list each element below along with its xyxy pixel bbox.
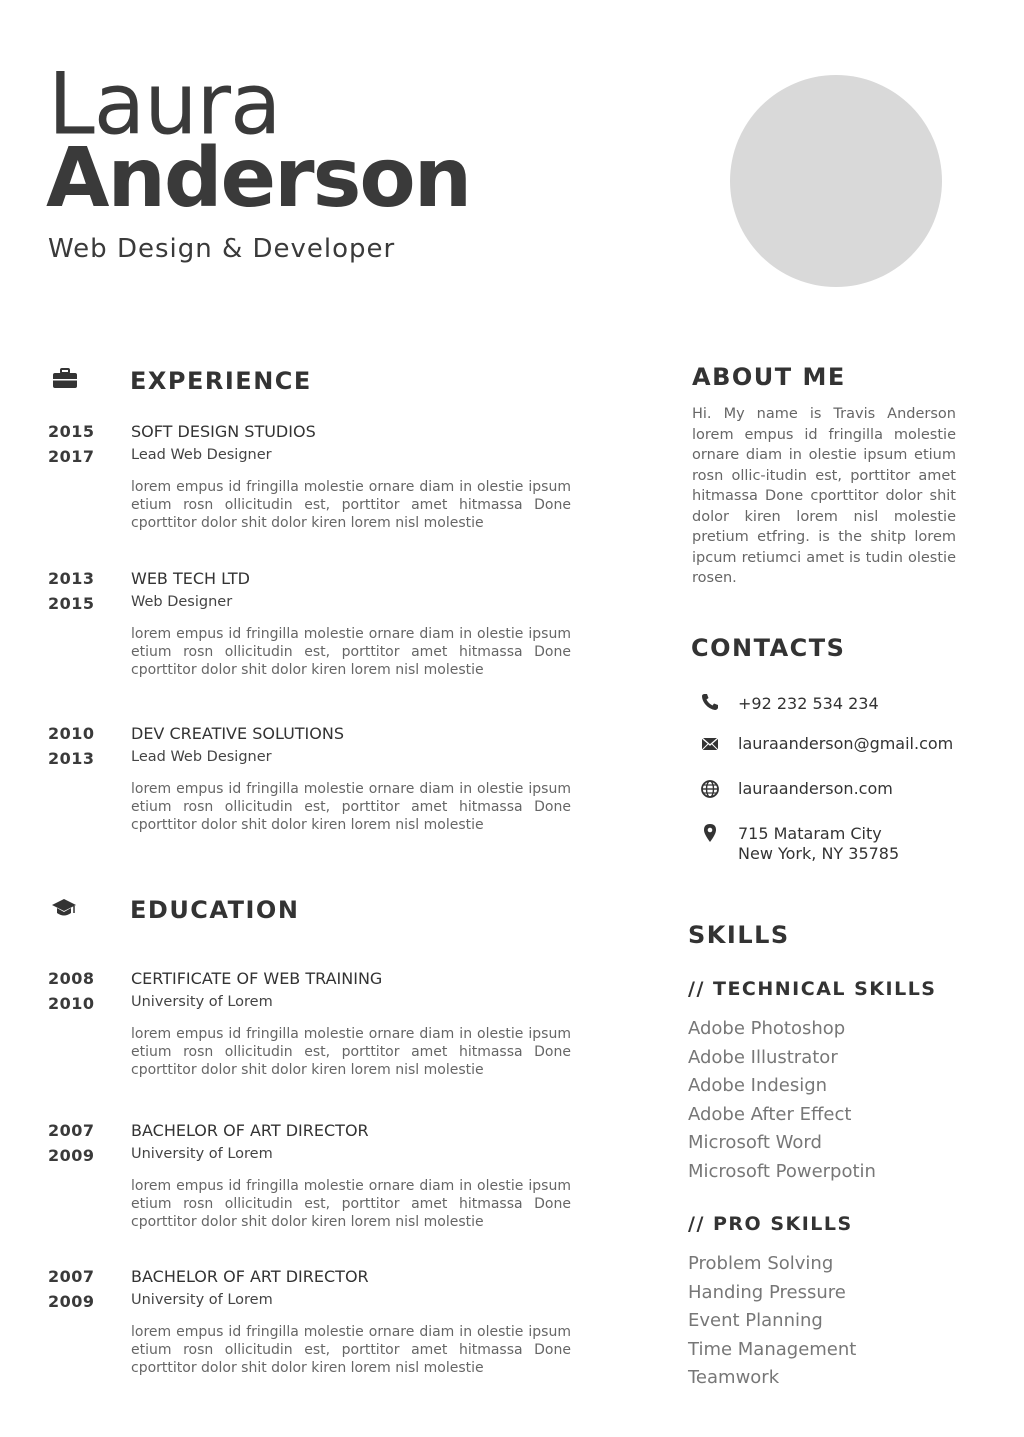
skill-item: Adobe Photoshop [688,1018,846,1039]
entry-title: BACHELOR OF ART DIRECTOR [131,1121,369,1140]
entry-subtitle: University of Lorem [131,1146,273,1162]
year-end: 2009 [48,1146,95,1165]
year-start: 2007 [48,1121,95,1140]
technical-skills-heading: // TECHNICAL SKILLS [688,978,937,1000]
job-title: Web Design & Developer [48,234,396,264]
entry-subtitle: University of Lorem [131,1292,273,1308]
skill-item: Microsoft Powerpotin [688,1160,876,1182]
contacts-title: CONTACTS [691,634,846,662]
entry-description: lorem empus id fringilla molestie ornare diam in olestie ipsum etium rosn ollicitudin est, porttitor amet hitmassa Done cporttitor dolor shit dolor kiren lorem nisl molestie [131,479,571,531]
skill-item: Adobe Illustrator [688,1046,838,1068]
profile-photo-placeholder [730,75,942,287]
year-end: 2017 [48,447,95,466]
skill-item: Adobe After Effect [688,1103,852,1125]
year-end: 2013 [48,749,95,768]
about-text: Hi. My name is Travis Anderson lorem empus id fringilla molestie ornare diam in olestie ipsum etium rosn ollic-itudin est, porttitor amet hitmassa Done cporttitor dolor shit dolor kiren lorem nisl molestie pretium etfring. is the shitp lorem ipcum retiumci amet is tudin olestie rosen. [692,406,956,586]
map-pin-icon [700,823,720,843]
pro-skills-heading: // PRO SKILLS [688,1213,853,1235]
year-end: 2009 [48,1292,95,1311]
contact-website[interactable]: lauraanderson.com [738,779,893,798]
entry-title: WEB TECH LTD [131,569,250,588]
first-name: Laura [48,54,281,154]
entry-title: CERTIFICATE OF WEB TRAINING [131,969,383,988]
skill-item: Handing Pressure [688,1281,846,1303]
contact-phone[interactable]: +92 232 534 234 [738,694,879,713]
year-start: 2007 [48,1267,95,1286]
entry-title: BACHELOR OF ART DIRECTOR [131,1267,369,1286]
technical-skills-list [688,1015,876,1186]
phone-icon [700,692,720,712]
education-title: EDUCATION [130,896,300,924]
entry-title: DEV CREATIVE SOLUTIONS [131,724,344,743]
skill-item: Adobe Indesign [688,1075,828,1096]
contact-address-line2: New York, NY 35785 [738,844,900,863]
year-end: 2010 [48,994,95,1013]
skill-item: Event Planning [688,1310,823,1331]
briefcase-icon [52,368,78,390]
skill-item: Problem Solving [688,1253,834,1274]
year-start: 2013 [48,569,95,588]
entry-subtitle: Lead Web Designer [131,749,272,765]
graduation-cap-icon [51,897,77,919]
skill-item: Teamwork [688,1367,780,1388]
contact-address-line1: 715 Mataram City [738,824,882,843]
skills-title: SKILLS [688,921,790,949]
last-name: Anderson [46,131,471,226]
contact-email[interactable]: lauraanderson@gmail.com [738,734,954,753]
globe-icon [700,779,720,799]
about-title: ABOUT ME [692,363,846,391]
entry-description: lorem empus id fringilla molestie ornare diam in olestie ipsum etium rosn ollicitudin est, porttitor amet hitmassa Done cporttitor dolor shit dolor kiren lorem nisl molestie [131,781,571,833]
entry-description: lorem empus id fringilla molestie ornare diam in olestie ipsum etium rosn ollicitudin est, porttitor amet hitmassa Done cporttitor dolor shit dolor kiren lorem nisl molestie [131,1324,571,1376]
year-start: 2008 [48,969,95,988]
year-start: 2015 [48,422,95,441]
year-start: 2010 [48,724,95,743]
entry-subtitle: University of Lorem [131,994,273,1010]
skill-item: Time Management [688,1338,857,1360]
entry-description: lorem empus id fringilla molestie ornare diam in olestie ipsum etium rosn ollicitudin est, porttitor amet hitmassa Done cporttitor dolor shit dolor kiren lorem nisl molestie [131,626,571,678]
pro-skills-list [688,1250,856,1393]
entry-subtitle: Lead Web Designer [131,447,272,463]
entry-subtitle: Web Designer [131,594,233,610]
year-end: 2015 [48,594,95,613]
envelope-icon [700,734,720,754]
entry-title: SOFT DESIGN STUDIOS [131,422,316,441]
entry-description: lorem empus id fringilla molestie ornare diam in olestie ipsum etium rosn ollicitudin est, porttitor amet hitmassa Done cporttitor dolor shit dolor kiren lorem nisl molestie [131,1178,571,1230]
entry-description: lorem empus id fringilla molestie ornare diam in olestie ipsum etium rosn ollicitudin est, porttitor amet hitmassa Done cporttitor dolor shit dolor kiren lorem nisl molestie [131,1026,571,1078]
skill-item: Microsoft Word [688,1132,822,1153]
experience-title: EXPERIENCE [130,367,312,395]
